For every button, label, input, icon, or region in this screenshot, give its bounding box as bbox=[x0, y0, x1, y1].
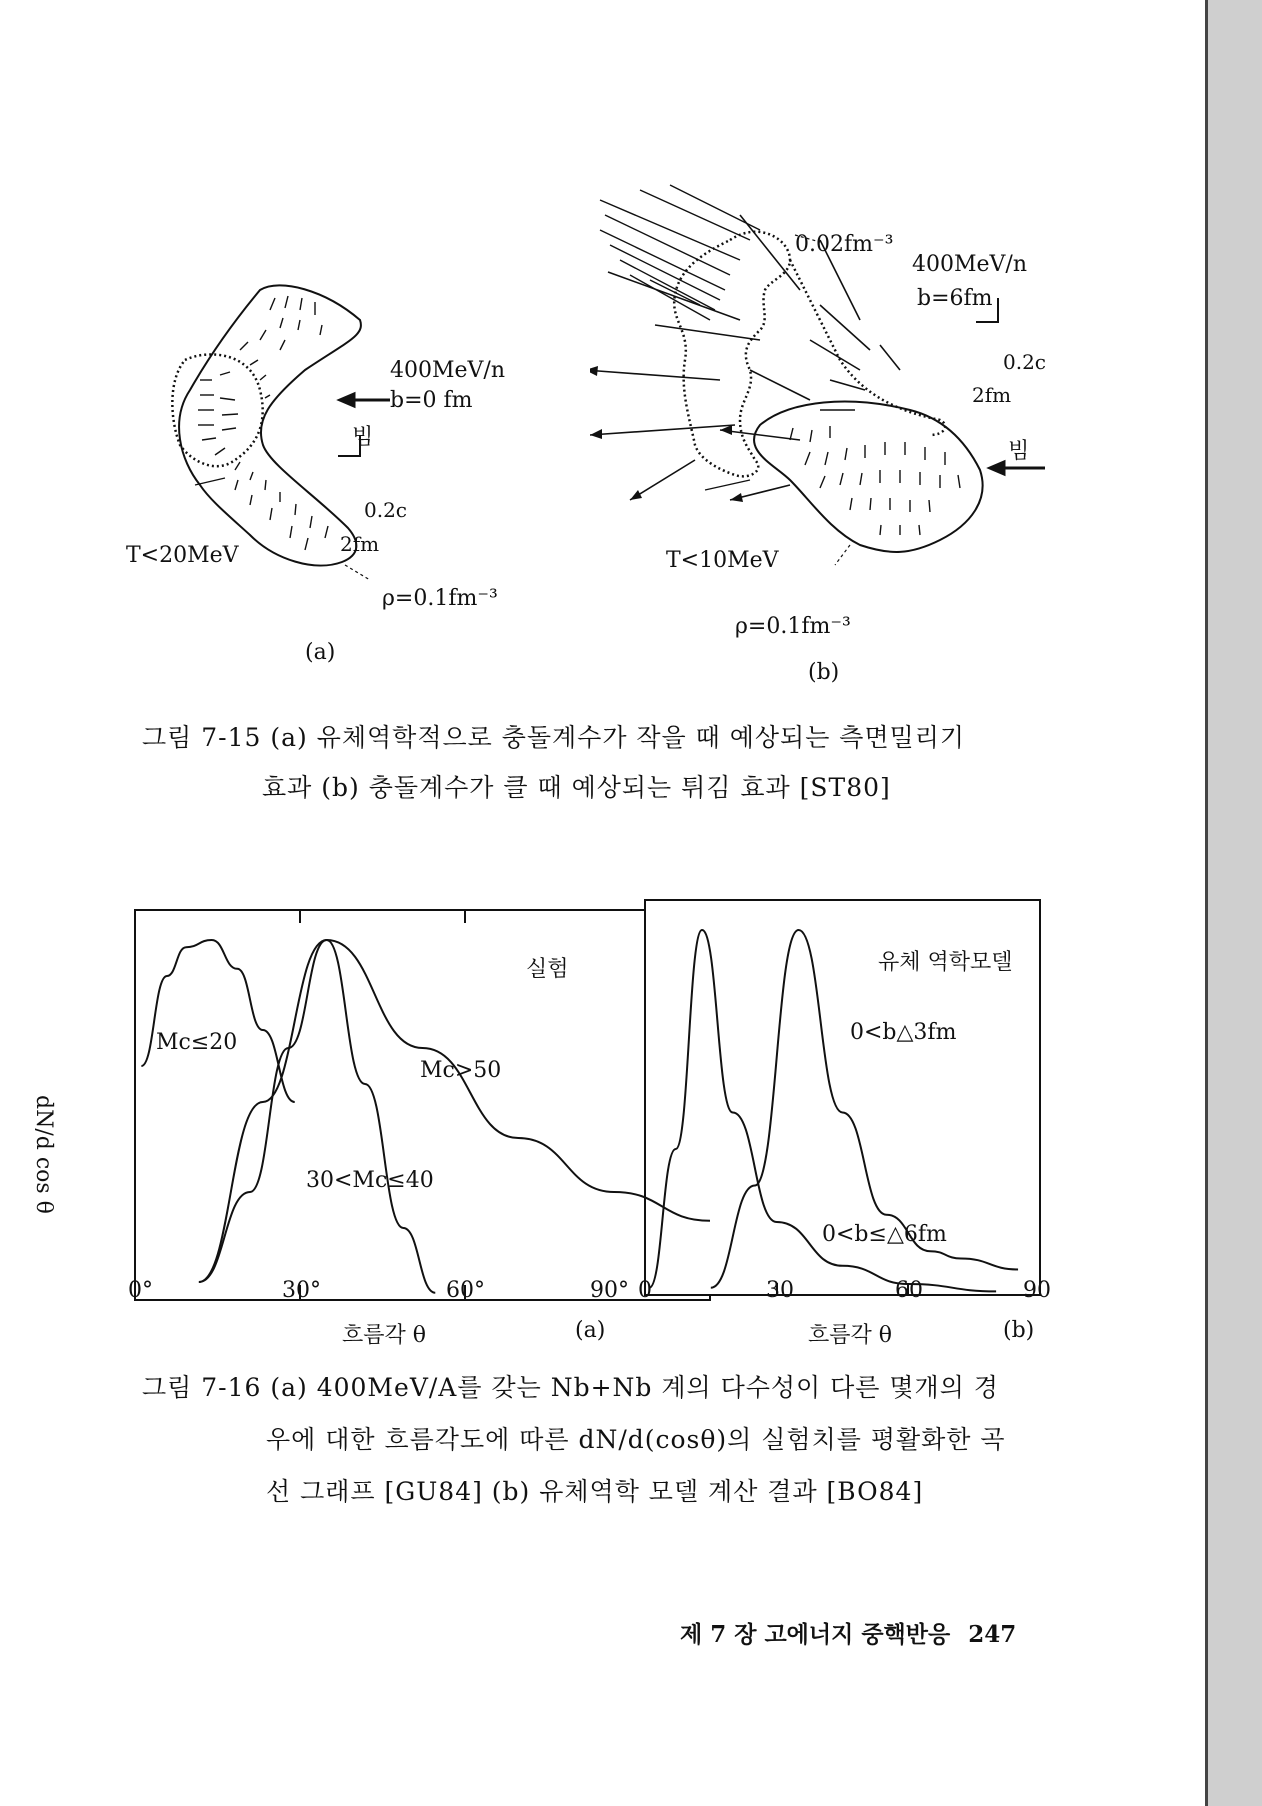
chart-a-panel: (a) bbox=[575, 1318, 606, 1343]
fig715b-panel-label: (b) bbox=[808, 660, 840, 685]
chart-a-xtick-30: 30° bbox=[282, 1278, 321, 1303]
chart-b-panel: (b) bbox=[1003, 1318, 1035, 1343]
fig715b-energy: 400MeV/n bbox=[912, 252, 1028, 277]
viewer-right-margin bbox=[1208, 0, 1262, 1806]
fig715a-temperature: T<20MeV bbox=[126, 543, 239, 568]
page-footer bbox=[680, 1616, 1034, 1649]
fig715a-impact: b=0 fm bbox=[390, 388, 473, 413]
page-number: 247 bbox=[968, 1621, 1017, 1648]
figure-7-15-caption-line1: 그림 7-15 (a) 유체역학적으로 충돌계수가 작을 때 예상되는 측면밀리기 bbox=[142, 723, 966, 752]
chart-b-xtick-60: 60 bbox=[895, 1278, 923, 1303]
fig715a-energy: 400MeV/n bbox=[390, 358, 506, 383]
chart-a-series-label-1: Mc≤20 bbox=[156, 1030, 238, 1055]
fig715a-scale-distance: 2fm bbox=[340, 532, 380, 556]
chart-a-xtick-60: 60° bbox=[446, 1278, 485, 1303]
fig715a-scale-velocity: 0.2c bbox=[364, 498, 408, 522]
chart-a-xtick-90: 90° bbox=[590, 1278, 629, 1303]
chart-b-series-label-2: 0<b≤△6fm bbox=[822, 1222, 947, 1247]
chart-a-series-label-2: 30<Mc≤40 bbox=[306, 1168, 434, 1193]
fig715b-impact: b=6fm bbox=[917, 286, 993, 311]
fig715a-beam-label: 빔 bbox=[352, 425, 374, 450]
chart-b-xtick-90: 90 bbox=[1023, 1278, 1051, 1303]
chart-a-xtick-0: 0° bbox=[128, 1278, 153, 1303]
fig715b-temperature: T<10MeV bbox=[666, 548, 779, 573]
figure-7-15-caption-line2: 효과 (b) 충돌계수가 클 때 예상되는 튀김 효과 [ST80] bbox=[262, 773, 891, 802]
chart-a-series-label-3: Mc>50 bbox=[420, 1058, 502, 1083]
chart-b-xlabel: 흐름각 θ bbox=[808, 1323, 892, 1348]
series-line-a-3 bbox=[199, 940, 710, 1282]
chapter-title: 제 7 장 고에너지 중핵반응 bbox=[680, 1621, 951, 1648]
fig715a-panel-label: (a) bbox=[305, 640, 336, 665]
series-line-a-1 bbox=[141, 940, 294, 1102]
fig715b-beam-label: 빔 bbox=[1008, 439, 1030, 464]
series-line-a-2 bbox=[199, 940, 435, 1293]
figure-7-16-caption-line1: 그림 7-16 (a) 400MeV/A를 갖는 Nb+Nb 계의 다수성이 다른 몇개의 경 bbox=[142, 1373, 999, 1402]
fig715b-scale-distance: 2fm bbox=[972, 383, 1012, 407]
chart-b-xtick-0: 0 bbox=[638, 1278, 652, 1303]
chart-a-xlabel: 흐름각 θ bbox=[342, 1323, 426, 1348]
chart-a-plot bbox=[141, 940, 710, 1293]
chart-a-title: 실험 bbox=[526, 957, 569, 982]
figure-7-16-caption-line2: 우에 대한 흐름각도에 따른 dN/d(cosθ)의 실험치를 평활화한 곡 bbox=[266, 1425, 1006, 1454]
chart-b-series-label-1: 0<b△3fm bbox=[850, 1020, 957, 1045]
fig715b-density-top: 0.02fm⁻³ bbox=[795, 232, 894, 257]
fig715a-density: ρ=0.1fm⁻³ bbox=[382, 586, 498, 611]
fig715b-scale-velocity: 0.2c bbox=[1003, 350, 1047, 374]
figure-7-15a bbox=[110, 280, 530, 680]
figure-7-16-caption-line3: 선 그래프 [GU84] (b) 유체역학 모델 계산 결과 [BO84] bbox=[266, 1477, 924, 1506]
chart-b-title: 유체 역학모델 bbox=[878, 950, 1013, 975]
chart-a-ylabel: dN/d cos θ bbox=[31, 1095, 56, 1214]
fig715b-density: ρ=0.1fm⁻³ bbox=[735, 614, 851, 639]
chart-b-xtick-30: 30 bbox=[766, 1278, 794, 1303]
